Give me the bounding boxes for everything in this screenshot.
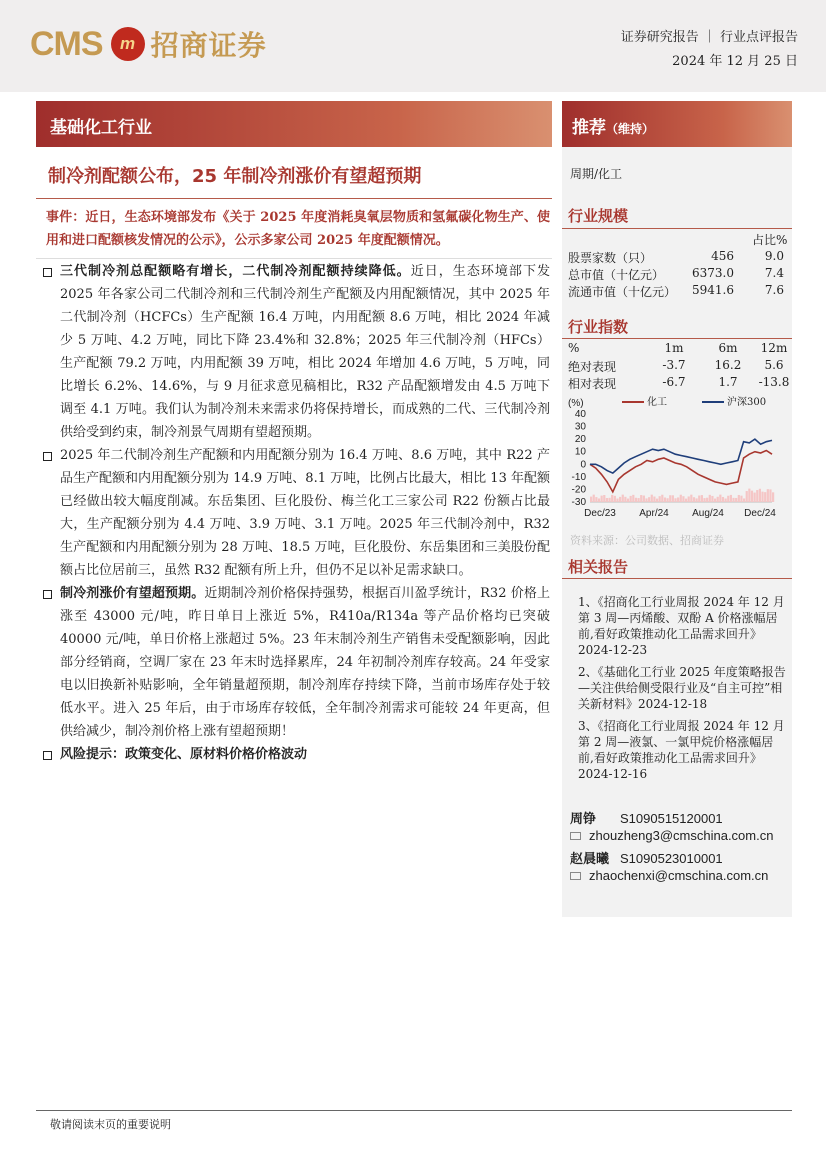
chart-volume-bar: [754, 493, 756, 502]
analyst-2: [570, 848, 723, 867]
index-chart: [566, 396, 788, 528]
chart-volume-bar: [722, 497, 724, 502]
scale-unit: 占比%: [752, 233, 788, 247]
chart-volume-bar: [624, 497, 626, 502]
paragraph-2: [40, 444, 550, 582]
logo-latin: CMS: [30, 24, 103, 63]
index-row: [568, 358, 786, 376]
chart-volume-bar: [701, 495, 703, 502]
chart-volume-bar: [608, 498, 610, 502]
scale-row-value: 5941.6: [692, 283, 734, 297]
scale-row-pct: 7.6: [764, 283, 784, 297]
chart-ytick: 40: [574, 409, 586, 420]
analyst-2-email-text[interactable]: zhaochenxi@cmschina.com.cn: [589, 868, 769, 883]
logo-chinese: 招商证券: [150, 29, 267, 62]
scale-row: [568, 266, 786, 284]
chart-volume-bar: [735, 498, 737, 502]
report-date: 2024 年 12 月 25 日: [672, 54, 798, 69]
scale-row-label: 总市值（十亿元）: [568, 268, 665, 282]
sector-label: 周期/化工: [570, 167, 623, 181]
mail-icon: [570, 872, 581, 880]
chart-volume-bar: [601, 496, 603, 502]
chart-volume-bar: [674, 498, 676, 502]
chart-ytick: 30: [574, 421, 586, 433]
chart-volume-bar: [769, 489, 771, 502]
chart-volume-bar: [669, 495, 671, 502]
chart-legend-label: 化工: [647, 397, 667, 408]
scale-row-pct: 7.4: [764, 266, 784, 280]
chart-volume-bar: [714, 499, 716, 502]
analyst-2-name: 赵晨曦: [570, 852, 610, 867]
index-col-1m: 1m: [664, 341, 684, 355]
chart-volume-bar: [643, 496, 645, 502]
risk-warning: [40, 743, 550, 766]
scale-row-label: 流通市值（十亿元）: [568, 285, 677, 299]
index-row-label: 相对表现: [568, 377, 617, 391]
chart-volume-bar: [743, 498, 745, 502]
chart-volume-bar: [661, 495, 663, 502]
chart-volume-bar: [595, 497, 597, 502]
chart-volume-bar: [748, 489, 750, 502]
rating-label: 推荐（维持）: [572, 118, 655, 138]
chart-volume-bar: [756, 490, 758, 502]
index-header-row: [568, 341, 786, 359]
chart-volume-bar: [637, 498, 639, 502]
index-divider: [562, 338, 792, 339]
chart-volume-bar: [682, 496, 684, 502]
index-value: -13.8: [758, 375, 790, 389]
chart-volume-bar: [619, 497, 621, 502]
chart-volume-bar: [696, 498, 698, 502]
chart-volume-bar: [632, 495, 634, 502]
footer-divider: [36, 1110, 792, 1111]
chart-ylabel: (%): [568, 398, 584, 409]
chart-volume-bar: [616, 499, 618, 502]
rating-sub: （维持）: [606, 122, 655, 136]
scale-row: [568, 249, 786, 267]
chart-volume-bar: [603, 495, 605, 502]
chart-volume-bar: [645, 498, 647, 502]
chart-ytick: 0: [580, 459, 586, 471]
chart-volume-bar: [764, 492, 766, 502]
report-title: 制冷剂配额公布，25 年制冷剂涨价有望超预期: [48, 166, 422, 187]
title-divider: [36, 198, 552, 199]
analyst-1-email-text[interactable]: zhouzheng3@cmschina.com.cn: [589, 828, 774, 843]
analyst-2-code: S1090523010001: [620, 851, 723, 866]
chart-volume-bar: [746, 491, 748, 502]
index-row-label: 绝对表现: [568, 360, 617, 374]
chart-volume-bar: [759, 489, 761, 502]
chart-ytick: 20: [574, 434, 586, 446]
chart-xtick: Dec/24: [744, 508, 776, 519]
chart-ytick: -10: [571, 471, 586, 483]
chart-volume-bar: [656, 499, 658, 502]
index-col-12m: 12m: [760, 341, 788, 355]
chart-ytick: 10: [574, 446, 586, 458]
analyst-1: [570, 808, 723, 827]
chart-volume-bar: [640, 495, 642, 502]
rating-band: [562, 101, 792, 147]
chart-xtick: Aug/24: [692, 508, 724, 519]
paragraph-3-lead: 制冷剂涨价有望超预期。: [60, 586, 205, 601]
mail-icon: [570, 832, 581, 840]
scale-row-value: 456: [711, 249, 734, 263]
chart-xtick: Apr/24: [639, 508, 669, 519]
chart-volume-bar: [630, 496, 632, 502]
chart-volume-bar: [709, 495, 711, 502]
chart-volume-bar: [611, 495, 613, 502]
chart-xtick: Dec/23: [584, 508, 616, 519]
chart-volume-bar: [606, 498, 608, 502]
chart-volume-bar: [690, 495, 692, 502]
index-heading: 行业指数: [568, 318, 629, 336]
risk-warning-text: 风险提示：政策变化、原材料价格价格波动: [60, 747, 308, 762]
event-divider: [36, 258, 552, 259]
chart-volume-bar: [677, 497, 679, 502]
chart-volume-bar: [664, 498, 666, 502]
related-report-3[interactable]: 3、《招商化工行业周报 2024 年 12 月第 2 周—液氯、一氯甲烷价格涨幅居前,看好政策推动化工品需求回升》2024-12-16: [578, 719, 785, 781]
chart-volume-bar: [725, 499, 727, 502]
chart-volume-bar: [772, 492, 774, 502]
chart-volume-bar: [717, 497, 719, 502]
scale-row-label: 股票家数（只）: [568, 251, 653, 265]
chart-volume-bar: [688, 496, 690, 502]
chart-ytick: -30: [571, 497, 586, 508]
chart-volume-bar: [685, 499, 687, 502]
chart-ytick: -20: [571, 484, 586, 496]
index-value: -3.7: [662, 358, 686, 372]
chart-volume-bar: [767, 489, 769, 502]
analyst-1-name: 周铮: [570, 812, 597, 827]
industry-name: 基础化工行业: [50, 118, 152, 138]
chart-volume-bar: [706, 498, 708, 502]
scale-row: [568, 283, 786, 301]
index-value: -6.7: [662, 375, 686, 389]
chart-volume-bar: [761, 492, 763, 502]
chart-volume-bar: [727, 496, 729, 502]
paragraph-3: [40, 582, 550, 743]
chart-series-line-2: [590, 439, 772, 473]
chart-volume-bar: [751, 491, 753, 502]
paragraph-2-text: 2025 年二代制冷剂生产配额和内用配额分别为 16.4 万吨、8.6 万吨，其中 R22 产品生产配额和内用配额分别为 14.9 万吨、8.1 万吨，比例占比最大，相比 13 年配额已经做出较大幅度削减。东岳集团、巨化股份、梅兰化工三家公司 R22 份额占比最大，生产配额分别为 4.4 万吨、3.9 万吨、3.1 万吨。2025 年三代制冷剂中，R32 生产配额和内用配额分别为 28 万吨、18.5 万吨，巨化股份、东岳集团和三美股份配额占比位居前三，虽然 R32 配额有所上升，但仍不足以补足需求缺口。: [60, 448, 550, 578]
chart-volume-bar: [648, 497, 650, 502]
chart-volume-bar: [703, 498, 705, 502]
paragraph-1: [40, 260, 550, 444]
chart-series-line-1: [590, 451, 772, 492]
chart-source: 资料来源：公司数据、招商证券: [570, 534, 724, 547]
scale-heading: 行业规模: [568, 207, 629, 225]
chart-volume-bar: [711, 496, 713, 502]
related-report-2[interactable]: 2、《基础化工行业 2025 年度策略报告—关注供给侧受限行业及“自主可控”相关新材料》2024-12-18: [578, 665, 786, 711]
report-body: [40, 260, 550, 766]
company-logo: [30, 22, 267, 66]
chart-volume-bar: [680, 495, 682, 502]
chart-volume-bar: [593, 495, 595, 502]
analyst-1-code: S1090515120001: [620, 811, 723, 826]
paragraph-1-lead: 三代制冷剂总配额略有增长，二代制冷剂配额持续降低。: [60, 264, 411, 279]
chart-volume-bar: [651, 495, 653, 502]
paragraph-3-text: 近期制冷剂价格保持强势，根据百川盈孚统计，R32 价格上涨至 43000 元/吨，昨日单日上涨近 5%，R410a/R134a 等产品价格均已突破 40000 元/吨，单日价格上涨超过 5%。23 年末制冷剂生产销售未受配额影响，因此部分经销商，空调厂家在 23 年末时选择累库，24 年初制冷剂库存较高。24 年受家电以旧换新补贴影响，全年销量超预期，制冷剂库存持续下降，当前市场库存处于较低水平。进入 25 年后，由于市场库存较低，全年制冷剂需求可能较 24 年更高，但供给减少，制冷剂价格上涨有望超预期！: [60, 586, 550, 739]
chart-volume-bar: [693, 497, 695, 502]
paragraph-1-text: 近日，生态环境部下发 2025 年各家公司二代制冷剂和三代制冷剂生产配额及内用配额情况，其中 2025 年二代制冷剂（HCFCs）生产配额 16.4 万吨，内用配额 8.6 万吨，相比 2024 年减少 5 万吨、4.2 万吨，同比下降 23.4%和 32.8%；2025 年三代制冷剂（HFCs）生产配额 79.2 万吨，内用配额 39 万吨，相比 2024 年增加 4.6 万吨，5 万吨，同比增长 6.2%、14.6%，与 9 月征求意见稿相比，R32 产品配额增发由 4.5 万吨下调至 4.1 万吨。我们认为制冷剂未来需求仍将保持增长，而成熟的二代、三代制冷剂供给受到约束，制冷剂景气周期有望超预期。: [60, 264, 550, 440]
footer-note: 敬请阅读末页的重要说明: [50, 1118, 171, 1131]
logo-mark-icon: m: [111, 27, 145, 61]
index-col-6m: 6m: [718, 341, 738, 355]
chart-volume-bar: [719, 495, 721, 502]
chart-volume-bar: [622, 495, 624, 502]
chart-volume-bar: [659, 496, 661, 502]
chart-volume-bar: [666, 498, 668, 502]
report-type: 证券研究报告 ｜ 行业点评报告: [620, 30, 798, 45]
industry-band: [36, 101, 552, 147]
analyst-2-email[interactable]: [570, 868, 768, 883]
chart-volume-bar: [730, 495, 732, 502]
related-report-1[interactable]: 1、《招商化工行业周报 2024 年 12 月第 3 周—丙烯酸、双酚 A 价格涨幅居前,看好政策推动化工品需求回升》2024-12-23: [578, 595, 785, 657]
index-value: 5.6: [764, 358, 784, 372]
chart-legend-label: 沪深300: [727, 397, 767, 408]
event-summary: 事件：近日，生态环境部发布《关于 2025 年度消耗臭氧层物质和氢氟碳化物生产、使用和进口配额核发情况的公示》，公示多家公司 2025 年度配额情况。: [46, 210, 550, 248]
chart-volume-bar: [598, 498, 600, 502]
chart-volume-bar: [635, 498, 637, 502]
scale-row-value: 6373.0: [692, 266, 734, 280]
chart-volume-bar: [614, 496, 616, 502]
chart-volume-bar: [672, 495, 674, 502]
scale-divider: [562, 228, 792, 229]
chart-volume-bar: [732, 498, 734, 502]
chart-volume-bar: [698, 495, 700, 502]
chart-volume-bar: [653, 497, 655, 502]
analyst-1-email[interactable]: [570, 828, 773, 843]
chart-volume-bar: [590, 497, 592, 502]
chart-volume-bar: [738, 495, 740, 502]
chart-volume-bar: [627, 499, 629, 502]
related-heading: 相关报告: [568, 558, 629, 576]
index-value: 1.7: [718, 375, 738, 389]
related-divider: [562, 578, 792, 579]
chart-volume-bar: [740, 496, 742, 502]
scale-row-pct: 9.0: [764, 249, 784, 263]
index-value: 16.2: [714, 358, 742, 372]
index-row: [568, 375, 790, 393]
index-col-pct: %: [568, 341, 580, 355]
